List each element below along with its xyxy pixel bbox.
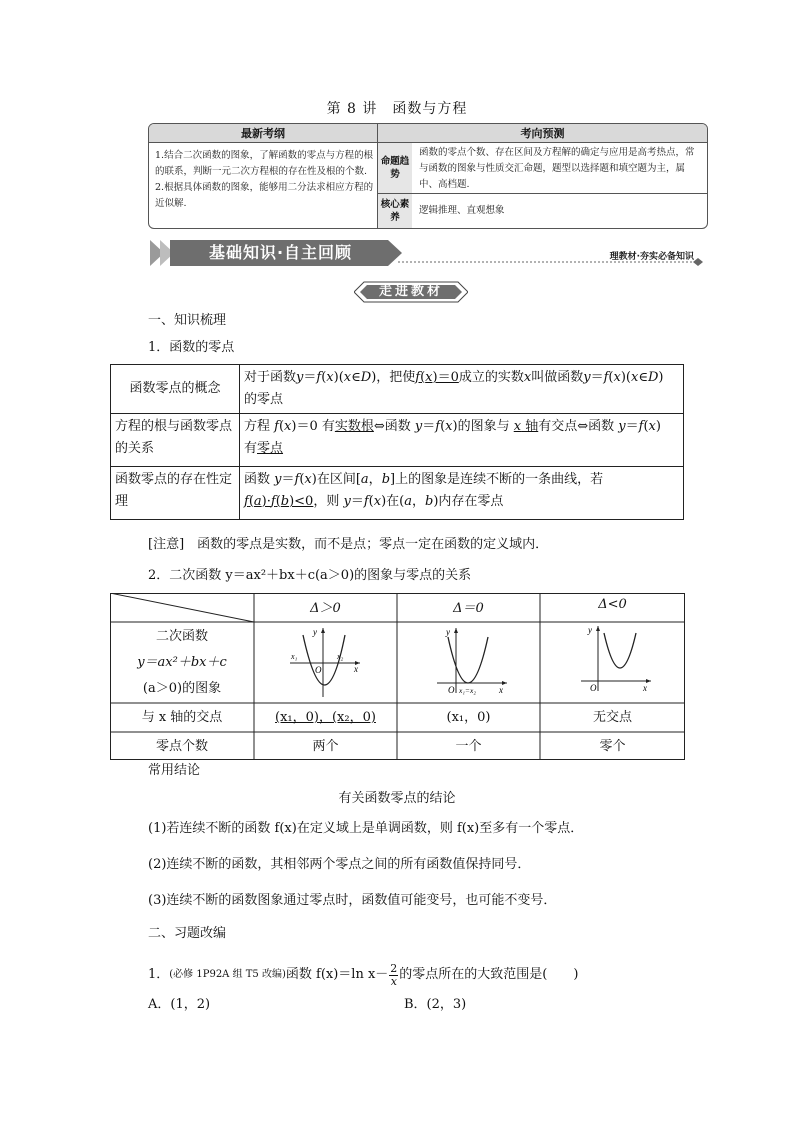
row-label-intersect: 与 x 轴的交点 xyxy=(141,710,223,725)
exercise-stem-after: 的零点所在的大致范围是( ) xyxy=(399,967,579,982)
table1-content-2: 方程 f(x)＝0 有实数根⇔函数 y＝f(x)的图象与 x 轴有交点⇔函数 y＝f(x) 有零点 xyxy=(240,414,684,467)
graph2-origin: O xyxy=(448,685,455,695)
header-delta-positive: Δ＞0 xyxy=(310,601,341,616)
exercise-number: 1． xyxy=(148,967,170,982)
section-heading-1: 一、知识梳理 xyxy=(148,313,227,328)
outline-box xyxy=(148,123,708,229)
page-title: 第 8 讲 函数与方程 xyxy=(326,101,468,117)
outline-item-2: 2.根据具体函数的图象，能够用二分法求相应方程的近似解. xyxy=(155,182,374,209)
table1-label-3: 函数零点的存在性定理 xyxy=(111,467,240,520)
graph3-x-label: x xyxy=(643,683,647,693)
exercise-source: (必修 1P92A 组 T5 改编) xyxy=(169,969,286,980)
exercise-1 xyxy=(148,958,578,992)
graph2-y-label: y xyxy=(446,627,450,637)
row-label-count: 零点个数 xyxy=(155,739,208,754)
subheading-2: 2．二次函数 y＝ax²＋bx＋c(a＞0)的图象与零点的关系 xyxy=(148,568,472,583)
graph-no-root xyxy=(576,623,656,699)
section-heading-2: 二、习题改编 xyxy=(148,926,227,941)
row-label-line-3: (a＞0)的图象 xyxy=(142,681,222,696)
conclusion-title: 有关函数零点的结论 xyxy=(338,791,456,806)
graph3-origin: O xyxy=(590,683,597,693)
zero-point-table xyxy=(110,364,684,520)
option-b: B．(2，3) xyxy=(404,997,467,1012)
row-label-graph xyxy=(110,624,254,702)
graph1-y-label: y xyxy=(313,627,317,637)
common-label: 常用结论 xyxy=(148,763,201,778)
chapter-tag xyxy=(354,281,468,303)
row-label-line-1: 二次函数 xyxy=(155,629,208,644)
count-two: 两个 xyxy=(312,739,339,754)
table1-label-1: 函数零点的概念 xyxy=(111,365,240,414)
graph2-x12: x₁=x₂ xyxy=(459,686,476,695)
outline-tag-core: 核心素养 xyxy=(378,194,412,228)
table-row xyxy=(111,365,684,414)
table-row xyxy=(111,467,684,520)
outline-tag-trend: 命题趋势 xyxy=(378,143,412,193)
outline-core-text: 逻辑推理、直观想象 xyxy=(419,205,505,216)
outline-right-header: 考向预测 xyxy=(378,124,707,142)
header-delta-zero: Δ＝0 xyxy=(453,601,484,616)
header-delta-negative: Δ<0 xyxy=(598,597,627,612)
graph2-x-label: x xyxy=(499,685,503,695)
intersect-two: (x₁，0)，(x₂，0) xyxy=(275,710,376,725)
fraction-numerator: 2 xyxy=(390,961,398,975)
graph-two-roots xyxy=(285,625,365,701)
quadratic-table xyxy=(110,593,685,760)
subheading-1: 1．函数的零点 xyxy=(148,340,235,355)
graph1-x1: x₁ xyxy=(291,652,298,661)
table1-content-3: 函数 y＝f(x)在区间[a，b]上的图象是连续不断的一条曲线，若 f(a)·f(b)<0，则 y＝f(x)在(a，b)内存在零点 xyxy=(240,467,684,520)
exercise-stem-before: 函数 f(x)＝ln x－ xyxy=(285,967,389,982)
section-banner xyxy=(148,238,706,268)
outline-left-header: 最新考纲 xyxy=(149,124,377,142)
fraction-denominator: x xyxy=(390,974,397,988)
graph3-y-label: y xyxy=(588,625,592,635)
option-a: A．(1，2) xyxy=(148,997,211,1012)
intersect-one: (x₁，0) xyxy=(446,710,491,725)
graph-one-root xyxy=(432,625,512,701)
graph1-x2: x₂ xyxy=(337,652,344,661)
fraction xyxy=(389,963,398,988)
table-row xyxy=(111,414,684,467)
intersect-none: 无交点 xyxy=(592,710,632,725)
outline-left-items xyxy=(155,148,375,212)
graph1-x-label: x xyxy=(354,664,358,674)
banner-subtitle: 理教材·夯实必备知识 xyxy=(609,252,694,262)
note: [注意] 函数的零点是实数，而不是点；零点一定在函数的定义域内． xyxy=(148,537,549,552)
outline-trend-text: 函数的零点个数、存在区间及方程解的确定与应用是高考热点，常与函数的图象与性质交汇命题，题型以选择题和填空题为主，属中、高档题. xyxy=(419,147,695,190)
count-one: 一个 xyxy=(455,739,482,754)
chapter-tag-label: 走进教材 xyxy=(378,284,443,299)
graph1-origin: O xyxy=(315,665,322,675)
table1-label-2: 方程的根与函数零点的关系 xyxy=(111,414,240,467)
table1-content-1: 对于函数y＝f(x)(x∈D)，把使f(x)＝0成立的实数x叫做函数y＝f(x)(x∈D) 的零点 xyxy=(240,365,684,414)
conclusion-1: (1)若连续不断的函数 f(x)在定义域上是单调函数，则 f(x)至多有一个零点． xyxy=(148,821,584,836)
conclusion-3: (3)连续不断的函数图象通过零点时，函数值可能变号，也可能不变号． xyxy=(148,893,557,908)
conclusion-2: (2)连续不断的函数，其相邻两个零点之间的所有函数值保持同号． xyxy=(148,857,531,872)
count-zero: 零个 xyxy=(599,739,626,754)
outline-item-1: 1.结合二次函数的图象，了解函数的零点与方程的根的联系，判断一元二次方程根的存在性及根的个数. xyxy=(155,150,374,177)
banner-title: 基础知识·自主回顾 xyxy=(208,243,353,262)
row-label-line-2: y＝ax²＋bx＋c xyxy=(137,655,227,670)
